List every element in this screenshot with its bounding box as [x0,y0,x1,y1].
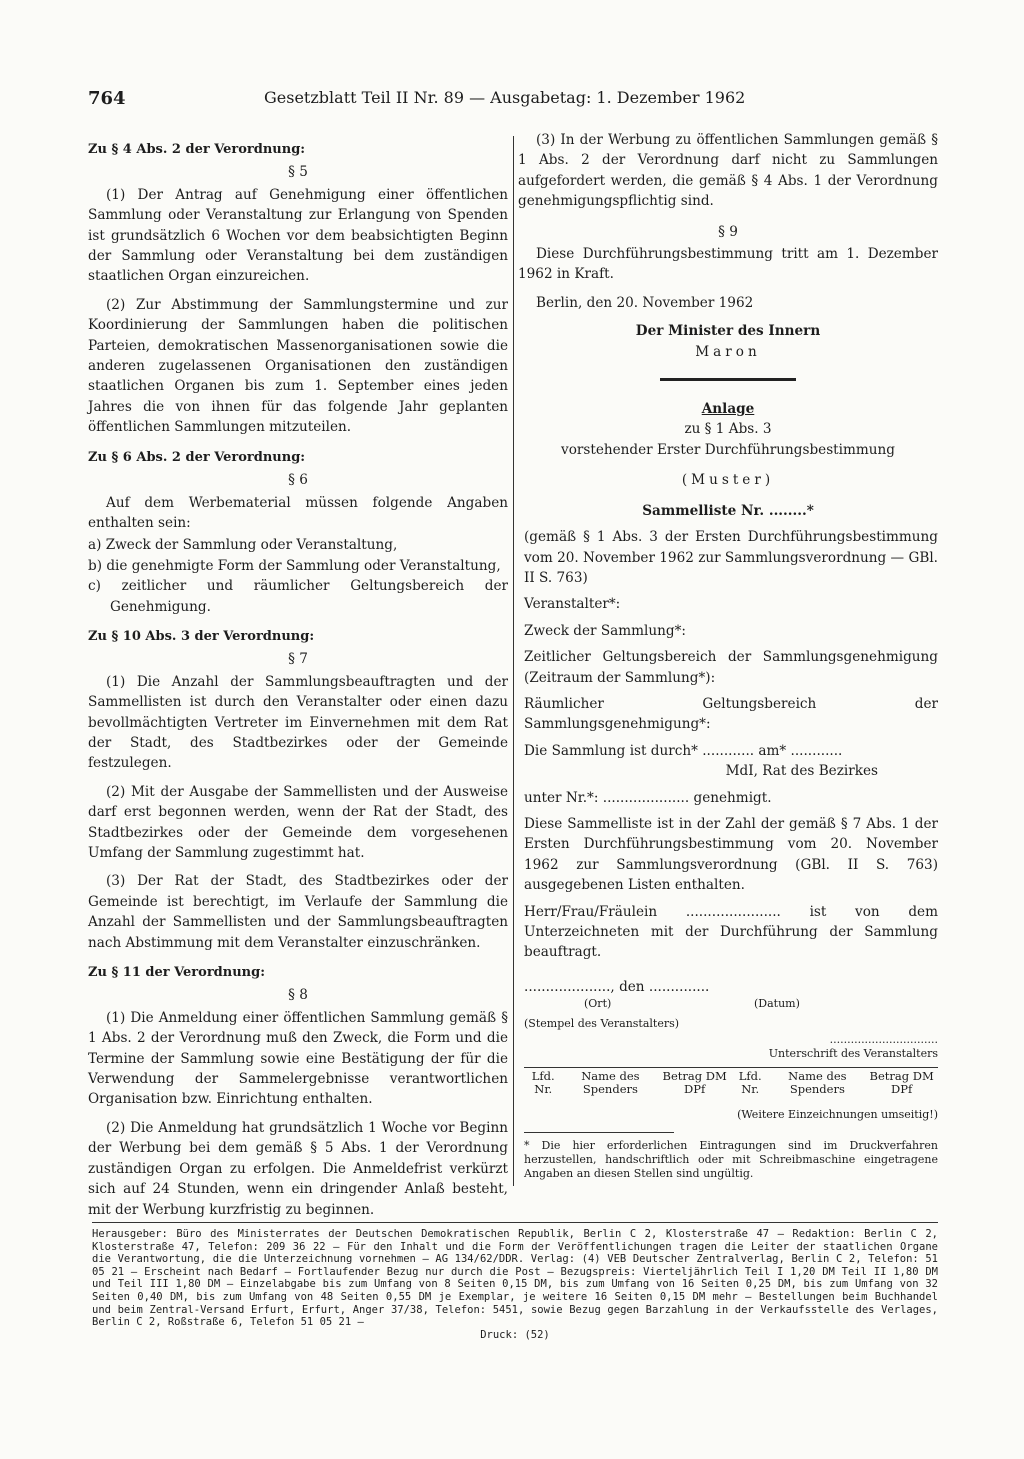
sammelliste-form [518,527,938,1181]
form-field-raeumlich: Räumlicher Geltungsbereich der Sammlungsgenehmigung*: [524,695,938,733]
anlage-title: Anlage [701,401,755,418]
form-field-unter: unter Nr.*: .................... genehmigt. [524,789,772,806]
table-header: Name des Spenders [788,1069,847,1097]
muster-label: (Muster) [681,472,775,489]
right-column [518,130,938,1181]
table-header-row [524,1068,938,1099]
minister-title: Der Minister des Innern [635,323,821,340]
sammelliste-title: Sammelliste Nr. ........* [642,502,814,519]
header-title: Gesetzblatt Teil II Nr. 89 — Ausgabetag: 1. Dezember 1962 [264,88,746,107]
paragraph: Auf dem Werbematerial müssen folgende Angaben enthalten sein: [88,494,508,531]
page-header [88,88,938,112]
section-heading: Zu § 4 Abs. 2 der Verordnung: [88,142,306,157]
impressum [92,1228,938,1341]
druck-label: Druck: (52) [480,1328,550,1341]
divider-rule [660,378,796,381]
minister-name: Maron [695,343,761,360]
form-signature-dots: ............................... [829,1033,938,1047]
table-header: Lfd. Nr. [738,1069,762,1097]
list-item: b) die genehmigte Form der Sammlung oder Veranstaltung, [88,557,501,574]
form-ort-line: ...................., den .............. [524,978,710,995]
form-ort-labels [524,997,938,1011]
paragraph-number: § 8 [288,987,308,1004]
form-mdi-label: MdI, Rat des Bezirkes [725,763,878,780]
section-heading: Zu § 6 Abs. 2 der Verordnung: [88,449,306,465]
left-column [88,140,508,1228]
form-field-zweck: Zweck der Sammlung*: [524,622,686,639]
paragraph: (2) Die Anmeldung hat grundsätzlich 1 Woche vor Beginn der Werbung bei dem gemäß § 5 Abs. 1 der Verordnung zuständigen Organ zu erfolgen. Die Anmeldefrist verkürzt sich auf 24 Stunden, wenn ein dringender Anlaß besteht, mit der Werbung kurzfristig zu beginnen. [88,1119,508,1218]
list-item: a) Zweck der Sammlung oder Veranstaltung, [88,537,398,554]
footnote-rule [524,1132,674,1133]
table-header: Name des Spenders [581,1069,640,1097]
form-field-veranstalter: Veranstalter*: [524,596,621,613]
paragraph: (1) Die Anzahl der Sammlungsbeauftragten und der Sammellisten ist durch den Veranstalter oder einen dazu bevollmächtigten Vertreter im Einvernehmen mit dem Rat der Stadt, des Stadtbezirkes oder der Gemeinde festzulegen. [88,673,508,772]
impressum-text: Herausgeber: Büro des Ministerrates der Deutschen Demokratischen Republik, Berlin C 2, Klosterstraße 47 — Redaktion: Berlin C 2, Klosterstraße 47, Telefon: 209 36 22 — Für den Inhalt und die Form der Veröffentlichungen tragen die Leiter der staatlichen Organe die Verantwortung, die die Unterzeichnung vornehmen — AG 134/62/DDR. Verlag: (4) VEB Deutscher Zentralverlag, Berlin C 2, Telefon: 51 05 21 — Erscheint nach Bedarf — Fortlaufender Bezug nur durch die Post — Bezugspreis: Vierteljährlich Teil I 1,20 DM Teil II 1,80 DM und Teil III 1,80 DM — Einzelabgabe bis zum Umfang von 8 Seiten 0,15 DM, bis zum Umfang von 16 Seiten 0,25 DM, bis zum Umfang von 32 Seiten 0,40 DM, bis zum Umfang von 48 Seiten 0,55 DM je Exemplar, je weitere 16 Seiten 0,15 DM mehr — Bestellungen beim Buchhandel und beim Zentral-Versand Erfurt, Erfurt, Anger 37/38, Telefon: 5451, sowie Bezug gegen Barzahlung in der Verkaufsstelle des Verlages, Berlin C 2, Roßstraße 6, Telefon 51 05 21 — [92,1228,938,1329]
paragraph-number: § 5 [288,164,308,181]
paragraph: (3) Der Rat der Stadt, des Stadtbezirkes oder der Gemeinde ist berechtigt, im Verlaufe der Sammlung die Anzahl der Sammellisten und der Sammlungsbeauftragten nach Abstimmung mit dem Veranstalter einzuschränken. [88,873,508,951]
footer-rule [92,1222,938,1223]
spender-table [524,1067,938,1098]
paragraph: (1) Die Anmeldung einer öffentlichen Sammlung gemäß § 1 Abs. 2 der Verordnung muß den Zweck, die Form und die Termine der Sammlung sowie eine Bestätigung der für die Verwendung der Sammelergebnisse verantwortlichen Organisation bzw. Einrichtung enthalten. [88,1009,508,1108]
form-field-durch: Die Sammlung ist durch* ............ am* ............ [524,742,843,759]
form-signature-label: Unterschrift des Veranstalters [768,1047,938,1061]
page-number: 764 [88,88,126,109]
form-ort-label: (Ort) [584,997,612,1011]
paragraph: (1) Der Antrag auf Genehmigung einer öffentlichen Sammlung oder Veranstaltung zur Erlangung von Spenden ist grundsätzlich 6 Wochen vor dem beabsichtigten Beginn der Sammlung oder Veranstaltung bei dem zuständigen staatlichen Organ einzureichen. [88,186,508,285]
form-datum-label: (Datum) [754,997,800,1011]
table-header: Betrag DM DPf [869,1069,934,1097]
form-stempel: (Stempel des Veranstalters) [524,1017,680,1031]
paragraph-number: § 7 [288,651,308,668]
form-weitere: (Weitere Einzeichnungen umseitig!) [737,1108,938,1122]
form-reference: (gemäß § 1 Abs. 3 der Ersten Durchführungsbestimmung vom 20. November 1962 zur Sammlungsverordnung — GBl. II S. 763) [524,529,938,586]
anlage-reference: zu § 1 Abs. 3 [684,421,772,438]
section-heading: Zu § 10 Abs. 3 der Verordnung: [88,628,315,644]
table-header: Lfd. Nr. [531,1069,555,1097]
paragraph-number: § 9 [718,223,738,240]
footnote: * Die hier erforderlichen Eintragungen sind im Druckverfahren herzustellen, handschriftlich oder mit Schreibmaschine eingetragene Angaben an diesen Stellen sind ungültig. [524,1139,938,1181]
paragraph: (3) In der Werbung zu öffentlichen Sammlungen gemäß § 1 Abs. 2 der Verordnung darf nicht zu Sammlungen aufgefordert werden, die gemäß § 4 Abs. 1 der Verordnung genehmigungspflichtig sind. [518,132,938,210]
paragraph: (2) Zur Abstimmung der Sammlungstermine und zur Koordinierung der Sammlungen haben die politischen Parteien, demokratischen Massenorganisationen sowie die anderen zugelassenen Organisationen den zuständigen staatlichen Organen bis zum 1. September eines jeden Jahres die von ihnen für das folgende Jahr geplanten öffentlichen Sammlungen mitzuteilen. [88,296,508,436]
paragraph: Diese Durchführungsbestimmung tritt am 1. Dezember 1962 in Kraft. [518,246,938,283]
column-divider [513,136,514,1186]
form-text-diese: Diese Sammelliste ist in der Zahl der gemäß § 7 Abs. 1 der Ersten Durchführungsbestimmung vom 20. November 1962 zur Sammlungsverordnung (GBl. II S. 763) ausgegebenen Listen enthalten. [524,815,938,894]
form-field-zeitlich: Zeitlicher Geltungsbereich der Sammlungsgenehmigung (Zeitraum der Sammlung*): [524,649,938,686]
section-heading: Zu § 11 der Verordnung: [88,965,266,981]
paragraph-number: § 6 [288,472,308,489]
place-date: Berlin, den 20. November 1962 [536,294,754,311]
table-header: Betrag DM DPf [662,1069,727,1097]
form-text-herr: Herr/Frau/Fräulein ...................... ist von dem Unterzeichneten mit der Durchführung der Sammlung beauftragt. [524,903,938,961]
anlage-reference: vorstehender Erster Durchführungsbestimmung [561,441,895,458]
list-item: c) zeitlicher und räumlicher Geltungsbereich der Genehmigung. [88,578,508,615]
paragraph: (2) Mit der Ausgabe der Sammellisten und der Ausweise darf erst begonnen werden, wenn der Rat der Stadt, des Stadtbezirkes oder der Gemeinde dem vorgesehenen Umfang der Sammlung zugestimmt hat. [88,783,508,861]
